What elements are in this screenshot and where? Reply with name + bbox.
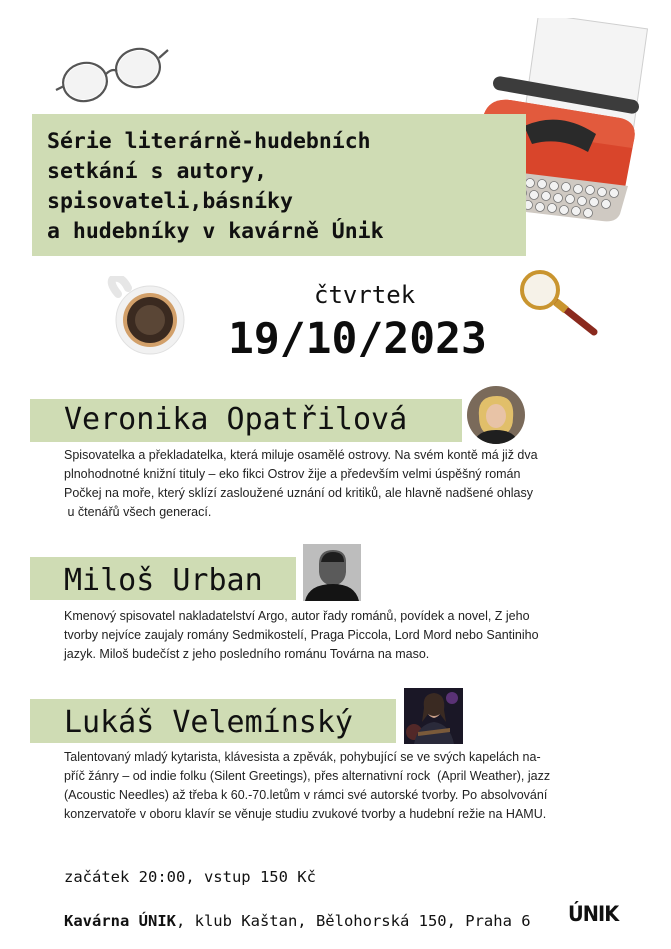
guest-photo-1 <box>467 386 525 444</box>
unik-logo-text: ÚNIK <box>568 902 619 926</box>
guest-bio-3-line-2: příč žánry – od indie folku (Silent Greetings), přes alternativní rock (April Weather), jazz <box>64 769 551 783</box>
guest-name-1: Veronika Opatřilová <box>64 402 408 437</box>
guest-name-3: Lukáš Velemínský <box>64 705 353 740</box>
venue-name: Kavárna ÚNIK <box>64 912 176 930</box>
guest-bio-2-line-3: jazyk. Miloš budečíst z jeho posledního románu Továrna na maso. <box>64 647 430 661</box>
title-line-4: a hudebníky v kavárně Únik <box>47 219 384 244</box>
guest-photo-3 <box>404 688 463 744</box>
glasses-icon <box>52 40 172 112</box>
venue-address: , klub Kaštan, Bělohorská 150, Praha 6 <box>175 912 531 930</box>
guest-bio-2 <box>64 607 539 664</box>
start-and-entry: začátek 20:00, vstup 150 Kč <box>64 868 316 886</box>
guest-bio-1-line-1: Spisovatelka a překladatelka, která miluje osamělé ostrovy. Na svém kontě má již dva <box>64 448 538 462</box>
guest-bio-3-line-4: konzervatoře v oboru klavír se věnuje studiu zvukové tvorby a hudební režie na HAMU. <box>64 807 547 821</box>
guest-bio-2-line-2: tvorby nejvíce zaujaly romány Sedmikostelí, Praga Piccola, Lord Mord nebo Santiniho <box>64 628 539 642</box>
guest-bio-1-line-2: plnohodnotné knižní tituly – eko fikci Ostrov žije a především velmi úspěšný román <box>64 467 521 481</box>
venue-line <box>64 912 531 930</box>
guest-bio-2-line-1: Kmenový spisovatel nakladatelství Argo, autor řady románů, povídek a novel, Z jeho <box>64 609 530 623</box>
guest-photo-2 <box>303 544 361 601</box>
guest-bio-1 <box>64 446 538 522</box>
guest-bio-3-line-1: Talentovaný mladý kytarista, klávesista a zpěvák, pohybující se ve svých kapelách na- <box>64 750 541 764</box>
title-line-3: spisovateli,básníky <box>47 189 293 214</box>
title-line-1: Série literárně-hudebních <box>47 129 371 154</box>
guest-name-2: Miloš Urban <box>64 563 263 598</box>
guest-bio-1-line-3: Počkej na moře, který sklízí zasloužené uznání od kritiků, ale hlavně nadšené ohlasy <box>64 486 534 500</box>
guest-bio-1-line-4: u čtenářů všech generací. <box>64 505 212 519</box>
event-date: 19/10/2023 <box>228 314 487 364</box>
magnifying-glass-icon <box>518 268 600 338</box>
coffee-cup-icon <box>104 276 188 360</box>
title-line-2: setkání s autory, <box>47 159 268 184</box>
event-weekday: čtvrtek <box>314 281 416 309</box>
guest-bio-3-line-3: (Acoustic Needles) až třeba k 60.-70.letům v rámci své autorské tvorby. Po absolvování <box>64 788 548 802</box>
guest-bio-3 <box>64 748 550 824</box>
unik-logo <box>568 902 618 926</box>
